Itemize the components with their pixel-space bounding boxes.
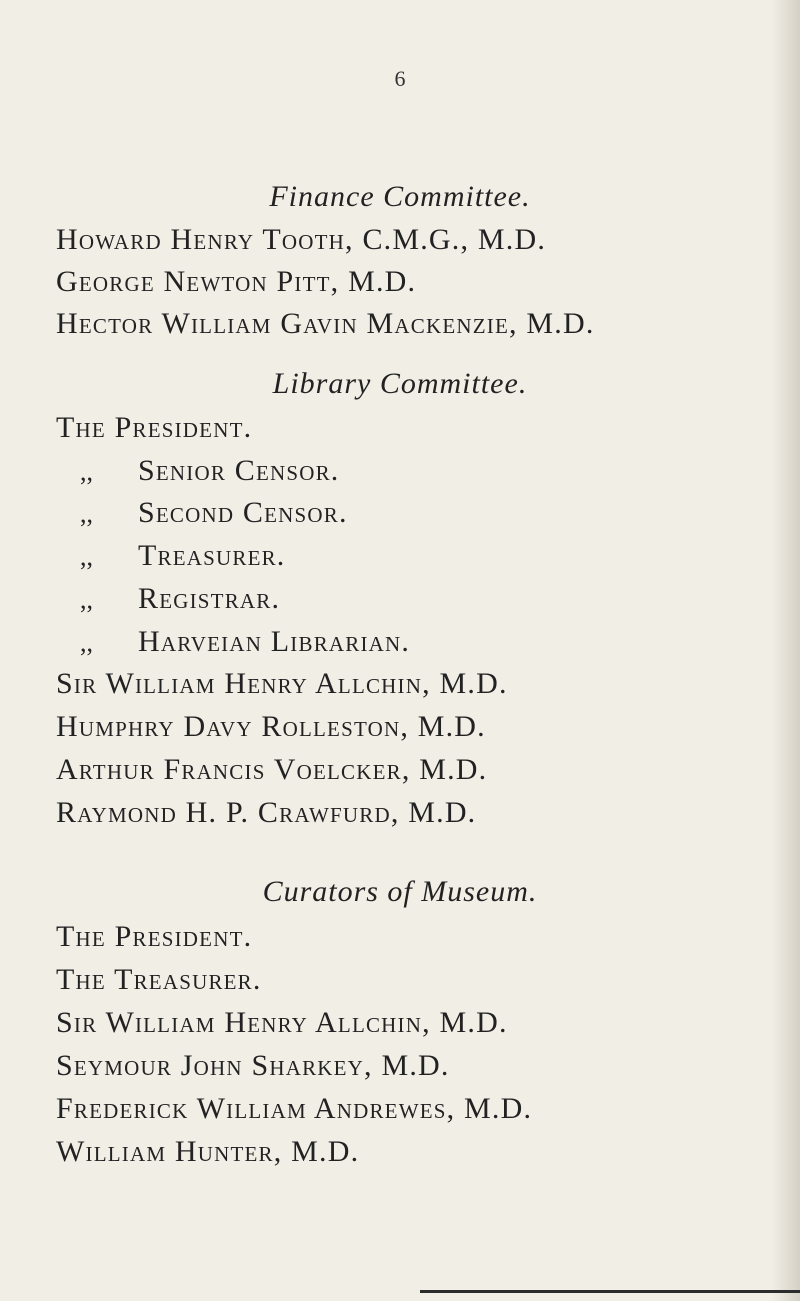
museum-member: The President.	[56, 920, 253, 953]
finance-committee-heading: Finance Committee.	[269, 180, 531, 213]
library-member: Registrar.	[138, 582, 281, 615]
page-bottom-edge	[420, 1290, 800, 1293]
library-ditto-row	[80, 496, 348, 530]
ditto-mark: ,,	[80, 499, 93, 528]
library-member: Treasurer.	[138, 539, 286, 572]
library-member: The President.	[56, 411, 253, 444]
museum-member: The Treasurer.	[56, 963, 262, 996]
page-number: 6	[394, 66, 406, 91]
ditto-mark: ,,	[80, 628, 93, 657]
library-member: Harveian Librarian.	[138, 625, 411, 658]
ditto-mark: ,,	[80, 457, 93, 486]
library-member: Sir William Henry Allchin, M.D.	[56, 667, 508, 700]
ditto-mark: ,,	[80, 542, 93, 571]
museum-member: Seymour John Sharkey, M.D.	[56, 1049, 450, 1082]
library-member: Raymond H. P. Crawfurd, M.D.	[56, 796, 477, 829]
finance-member: George Newton Pitt, M.D.	[56, 265, 417, 298]
library-committee-heading: Library Committee.	[272, 367, 528, 400]
finance-member: Hector William Gavin Mackenzie, M.D.	[56, 307, 595, 340]
museum-member: Frederick William Andrewes, M.D.	[56, 1092, 533, 1125]
library-member: Second Censor.	[138, 496, 348, 529]
finance-member: Howard Henry Tooth, C.M.G., M.D.	[56, 223, 547, 256]
library-ditto-row	[80, 582, 280, 616]
page-edge-shadow	[772, 0, 800, 1301]
museum-member: Sir William Henry Allchin, M.D.	[56, 1006, 508, 1039]
museum-curators-heading: Curators of Museum.	[262, 875, 538, 908]
library-ditto-row	[80, 454, 340, 488]
museum-member: William Hunter, M.D.	[56, 1135, 360, 1168]
library-ditto-row	[80, 539, 286, 573]
library-ditto-row	[80, 625, 410, 659]
library-member: Arthur Francis Voelcker, M.D.	[56, 753, 488, 786]
library-member: Humphry Davy Rolleston, M.D.	[56, 710, 486, 743]
library-member: Senior Censor.	[138, 454, 340, 487]
ditto-mark: ,,	[80, 585, 93, 614]
